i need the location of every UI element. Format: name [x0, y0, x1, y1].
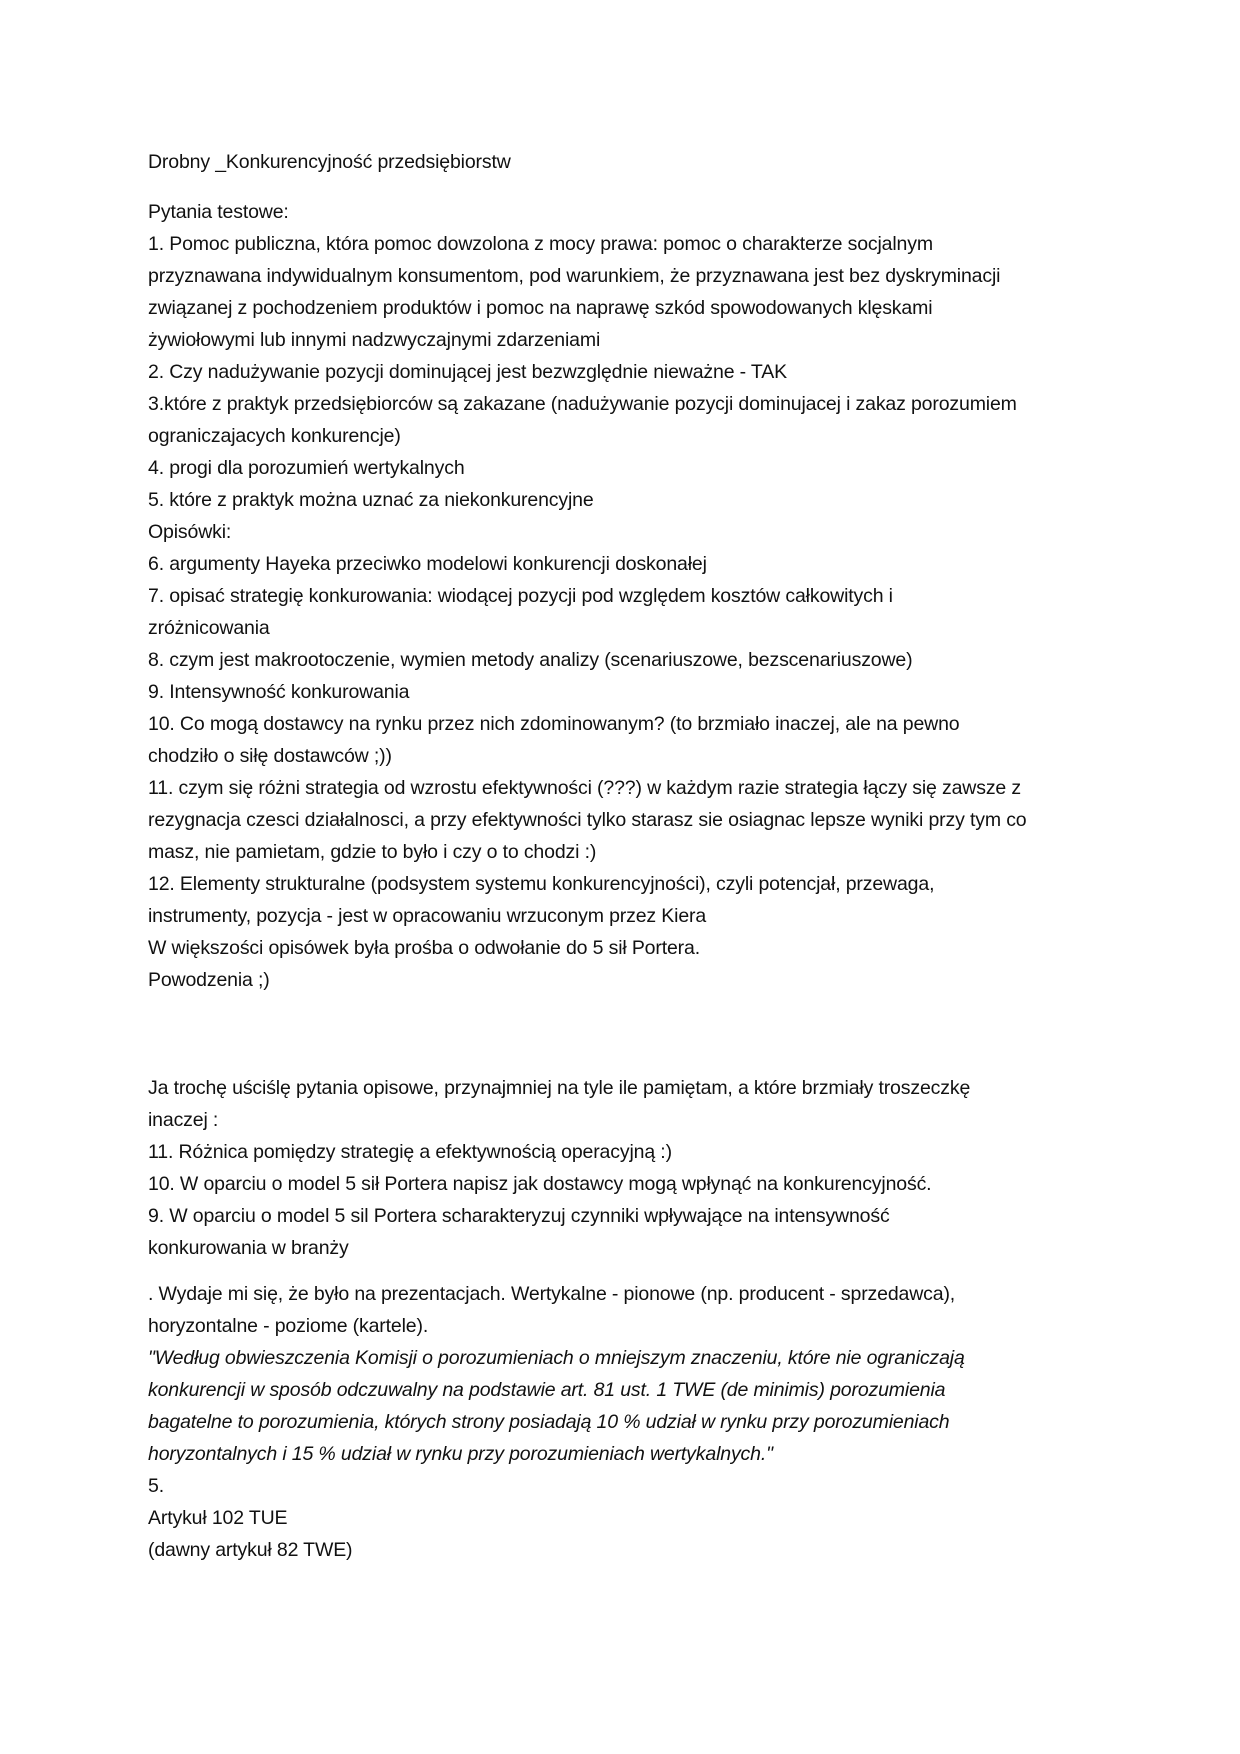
text-line: 2. Czy nadużywanie pozycji dominującej jest bezwzględnie nieważne - TAK: [148, 361, 787, 383]
quote-line: bagatelne to porozumienia, których strony posiadają 10 % udział w rynku przy porozumieniach: [148, 1411, 950, 1433]
text-line: 1. Pomoc publiczna, która pomoc dowzolona z mocy prawa: pomoc o charakterze socjalnym: [148, 233, 933, 255]
text-line: instrumenty, pozycja - jest w opracowaniu wrzuconym przez Kiera: [148, 905, 707, 927]
quote-line: "Według obwieszczenia Komisji o porozumieniach o mniejszym znaczeniu, które nie ograniczają: [148, 1347, 965, 1369]
text-line: żywiołowymi lub innymi nadzwyczajnymi zdarzeniami: [148, 329, 601, 351]
text-line: masz, nie pamietam, gdzie to było i czy o to chodzi :): [148, 841, 597, 863]
text-line: 7. opisać strategię konkurowania: wiodącej pozycji pod względem kosztów całkowitych i: [148, 585, 893, 607]
spacer: [148, 1264, 1108, 1278]
text-line: 8. czym jest makrootoczenie, wymien metody analizy (scenariuszowe, bezscenariuszowe): [148, 649, 913, 671]
text-line: 5.: [148, 1475, 164, 1497]
text-line: 6. argumenty Hayeka przeciwko modelowi konkurencji doskonałej: [148, 553, 707, 575]
text-line: Pytania testowe:: [148, 201, 289, 223]
text-line: (dawny artykuł 82 TWE): [148, 1539, 353, 1561]
answers-section: [148, 1278, 1108, 1566]
text-line: 9. W oparciu o model 5 sil Portera scharakteryzuj czynniki wpływające na intensywność: [148, 1205, 890, 1227]
text-line: przyznawana indywidualnym konsumentom, pod warunkiem, że przyznawana jest bez dyskryminacji: [148, 265, 1001, 287]
text-line: rezygnacja czesci działalnosci, a przy efektywności tylko starasz sie osiagnac lepsze wyniki przy tym co: [148, 809, 1027, 831]
quote-line: konkurencji w sposób odczuwalny na podstawie art. 81 ust. 1 TWE (de minimis) porozumienia: [148, 1379, 946, 1401]
text-line: . Wydaje mi się, że było na prezentacjach. Wertykalne - pionowe (np. producent - sprzedawca),: [148, 1283, 956, 1305]
text-line: 9. Intensywność konkurowania: [148, 681, 410, 703]
text-line: inaczej :: [148, 1109, 219, 1131]
text-line: Ja trochę uściślę pytania opisowe, przynajmniej na tyle ile pamiętam, a które brzmiały troszeczkę: [148, 1077, 971, 1099]
text-line: konkurowania w branży: [148, 1237, 349, 1259]
document-title: Drobny _Konkurencyjność przedsiębiorstw: [148, 151, 511, 173]
text-line: chodziło o siłę dostawców ;)): [148, 745, 392, 767]
spacer: [148, 996, 1108, 1072]
text-line: związanej z pochodzeniem produktów i pomoc na naprawę szkód spowodowanych klęskami: [148, 297, 933, 319]
text-line: 10. Co mogą dostawcy na rynku przez nich zdominowanym? (to brzmiało inaczej, ale na pewno: [148, 713, 960, 735]
text-line: Powodzenia ;): [148, 969, 270, 991]
text-line: horyzontalne - poziome (kartele).: [148, 1315, 429, 1337]
spacer: [148, 178, 1108, 196]
text-line: 3.które z praktyk przedsiębiorców są zakazane (nadużywanie pozycji dominujacej i zakaz porozumiem: [148, 393, 1017, 415]
text-line: 5. które z praktyk można uznać za niekonkurencyjne: [148, 489, 594, 511]
text-line: 10. W oparciu o model 5 sił Portera napisz jak dostawcy mogą wpłynąć na konkurencyjność.: [148, 1173, 932, 1195]
text-line: 4. progi dla porozumień wertykalnych: [148, 457, 465, 479]
text-line: 11. czym się różni strategia od wzrostu efektywności (???) w każdym razie strategia łączy się zawsze z: [148, 777, 1021, 799]
text-line: Opisówki:: [148, 521, 232, 543]
text-line: ograniczajacych konkurencje): [148, 425, 401, 447]
text-line: Artykuł 102 TUE: [148, 1507, 288, 1529]
clarification-section: [148, 1072, 1108, 1264]
text-line: W większości opisówek była prośba o odwołanie do 5 sił Portera.: [148, 937, 700, 959]
document-body: [148, 146, 1108, 1566]
text-line: 11. Różnica pomiędzy strategię a efektywnością operacyjną :): [148, 1141, 672, 1163]
questions-section: [148, 196, 1108, 996]
text-line: 12. Elementy strukturalne (podsystem systemu konkurencyjności), czyli potencjał, przewaga,: [148, 873, 935, 895]
quote-line: horyzontalnych i 15 % udział w rynku przy porozumieniach wertykalnych.": [148, 1443, 773, 1465]
text-line: zróżnicowania: [148, 617, 270, 639]
